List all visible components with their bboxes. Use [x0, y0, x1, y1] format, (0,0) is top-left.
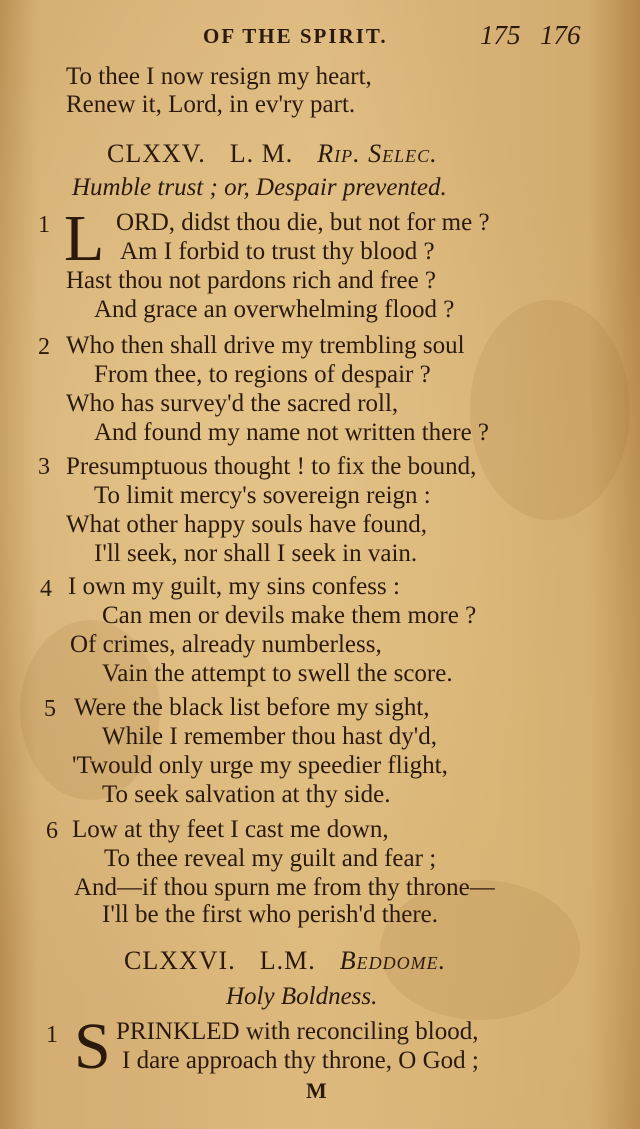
verse-line: Am I forbid to trust thy blood ?: [120, 238, 435, 265]
paper-stain: [470, 300, 630, 520]
drop-cap: S: [74, 1010, 111, 1083]
verse-line: Who then shall drive my trembling soul: [66, 332, 465, 359]
verse-line: To limit mercy's sovereign reign :: [94, 482, 431, 509]
verse-line: Renew it, Lord, in ev'ry part.: [66, 91, 356, 118]
signature-mark: M: [306, 1078, 327, 1103]
verse-line: What other happy souls have found,: [66, 511, 428, 538]
stanza-number: 1: [38, 212, 50, 238]
stanza-number: 1: [46, 1022, 58, 1048]
page-header: [0, 22, 640, 52]
verse-line: Can men or devils make them more ?: [102, 602, 477, 629]
drop-cap: L: [64, 202, 105, 275]
hymn-number: CLXXV.: [107, 139, 206, 168]
hymn-heading: [124, 946, 446, 976]
stanza-number: 5: [44, 696, 56, 722]
verse-line: Vain the attempt to swell the score.: [102, 660, 453, 687]
stanza-number: 4: [40, 576, 52, 602]
hymn-author: Rip. Selec.: [317, 139, 438, 168]
verse-line: Presumptuous thought ! to fix the bound,: [66, 453, 477, 480]
hymn-heading: [107, 139, 438, 169]
verse-line: I dare approach thy throne, O God ;: [122, 1047, 479, 1074]
hymn-author: Beddome.: [339, 946, 447, 975]
verse-line: Of crimes, already numberless,: [70, 631, 382, 658]
verse-line: I'll seek, nor shall I seek in vain.: [94, 540, 418, 567]
stanza-number: 6: [46, 818, 58, 844]
verse-line: While I remember thou hast dy'd,: [102, 723, 437, 750]
stanza-number: 2: [38, 334, 50, 360]
verse-line: And found my name not written there ?: [94, 419, 490, 446]
hymn-number: CLXXVI.: [124, 946, 236, 975]
verse-line: Were the black list before my sight,: [74, 694, 430, 721]
verse-line: I'll be the first who perish'd there.: [102, 901, 438, 928]
verse-line: To thee I now resign my heart,: [66, 63, 372, 90]
verse-line: From thee, to regions of despair ?: [94, 361, 431, 388]
verse-line: ORD, didst thou die, but not for me ?: [116, 209, 490, 236]
verse-line: To seek salvation at thy side.: [102, 781, 391, 808]
hymn-subtitle: Holy Boldness.: [226, 983, 378, 1010]
verse-line: Who has survey'd the sacred roll,: [66, 390, 399, 417]
hymn-subtitle: Humble trust ; or, Despair prevented.: [72, 174, 447, 201]
verse-line: To thee reveal my guilt and fear ;: [104, 845, 437, 872]
page-number: 175: [480, 20, 521, 50]
page-number: 176: [540, 20, 581, 50]
verse-line: 'Twould only urge my speedier flight,: [72, 752, 448, 779]
running-head: OF THE SPIRIT.: [203, 24, 388, 48]
verse-line: And grace an overwhelming flood ?: [94, 296, 455, 323]
verse-line: Low at thy feet I cast me down,: [72, 816, 389, 843]
hymn-meter: L.M.: [259, 946, 316, 975]
hymn-meter: L. M.: [229, 139, 294, 168]
stanza-number: 3: [38, 454, 50, 480]
verse-line: PRINKLED with reconciling blood,: [116, 1018, 479, 1045]
verse-line: I own my guilt, my sins confess :: [68, 573, 400, 600]
verse-line: Hast thou not pardons rich and free ?: [66, 267, 437, 294]
verse-line: And—if thou spurn me from thy throne—: [74, 874, 495, 901]
